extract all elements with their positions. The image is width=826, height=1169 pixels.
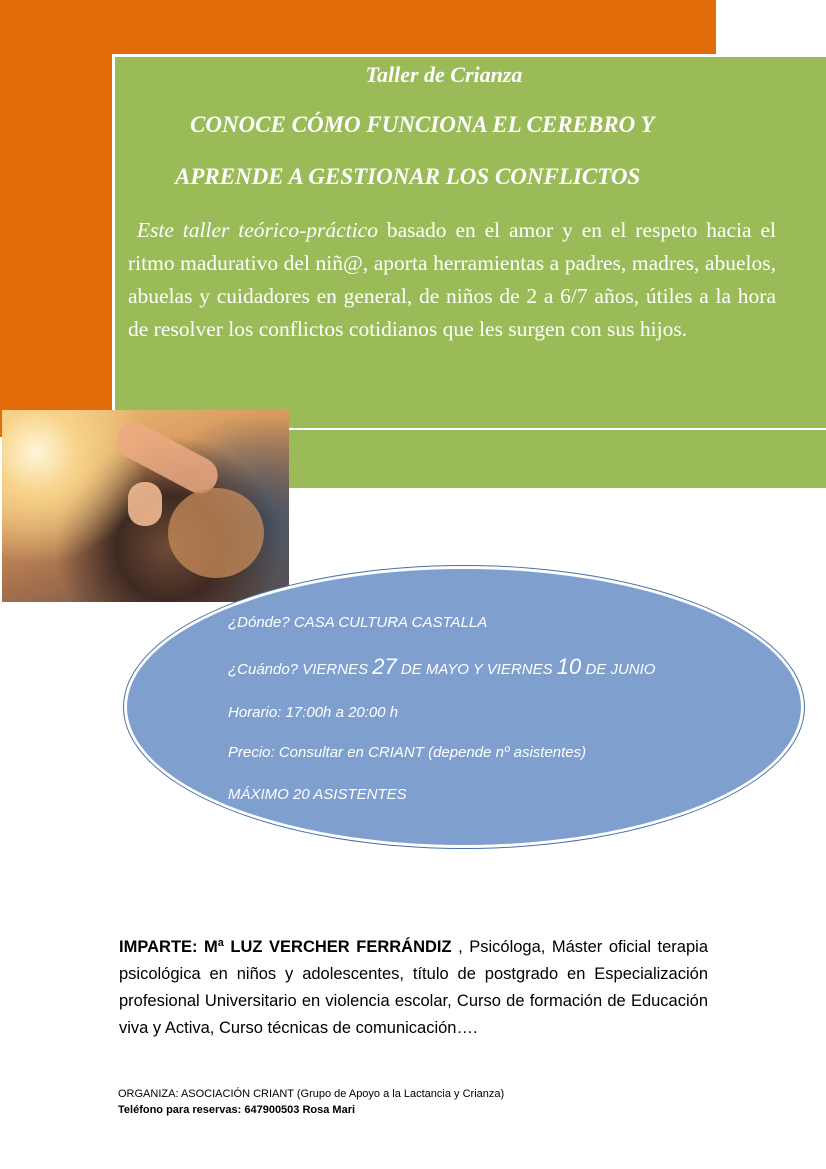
date-prefix: ¿Cuándo? VIERNES: [228, 661, 373, 678]
details-ellipse: [124, 566, 804, 848]
date-day-1: 27: [372, 654, 397, 679]
photo-hand-shape: [128, 482, 162, 526]
headline-line-1: CONOCE CÓMO FUNCIONA EL CEREBRO Y: [190, 112, 655, 137]
capacity-line: MÁXIMO 20 ASISTENTES: [228, 786, 407, 803]
workshop-subtitle: Taller de Crianza: [365, 62, 523, 87]
date-line: [228, 654, 655, 680]
date-day-2: 10: [556, 654, 582, 679]
location-line: ¿Dónde? CASA CULTURA CASTALLA: [228, 614, 488, 631]
intro-italic-lead: Este taller teórico-práctico: [136, 218, 378, 242]
instructor-paragraph: [119, 934, 708, 1042]
photo-arm-shape: [110, 416, 224, 499]
schedule-line: Horario: 17:00h a 20:00 h: [228, 704, 399, 721]
organizer-line: ORGANIZA: ASOCIACIÓN CRIANT (Grupo de Apoyo a la Lactancia y Crianza): [118, 1088, 505, 1100]
parent-child-hands-photo: [2, 410, 289, 602]
instructor-name: IMPARTE: Mª LUZ VERCHER FERRÁNDIZ: [119, 938, 452, 956]
date-suffix: DE JUNIO: [581, 661, 656, 678]
headline-line-2: APRENDE A GESTIONAR LOS CONFLICTOS: [175, 164, 641, 189]
panel-divider-line: [289, 428, 826, 430]
price-line: Precio: Consultar en CRIANT (depende nº asistentes): [228, 744, 587, 761]
photo-child-hair-shape: [168, 488, 264, 578]
date-middle: DE MAYO Y VIERNES: [396, 661, 557, 678]
intro-paragraph: [128, 214, 776, 346]
instructor-credentials: , Psicóloga, Máster oficial terapia psicológica en niños y adolescentes, título de postgrado en Especialización profesional Universitario en violencia escolar, Curso de formación de Educación viva y Activa, Curso técnicas de comunicación….: [119, 938, 708, 1037]
phone-line: Teléfono para reservas: 647900503 Rosa Mari: [118, 1104, 356, 1116]
intro-text: basado en el amor y en el respeto hacia el ritmo madurativo del niñ@, aporta herramientas a padres, madres, abuelos, abuelas y cuidadores en general, de niños de 2 a 6/7 años, útiles a la hora de resolver los conflictos cotidianos que les surgen con sus hijos.: [128, 218, 777, 341]
